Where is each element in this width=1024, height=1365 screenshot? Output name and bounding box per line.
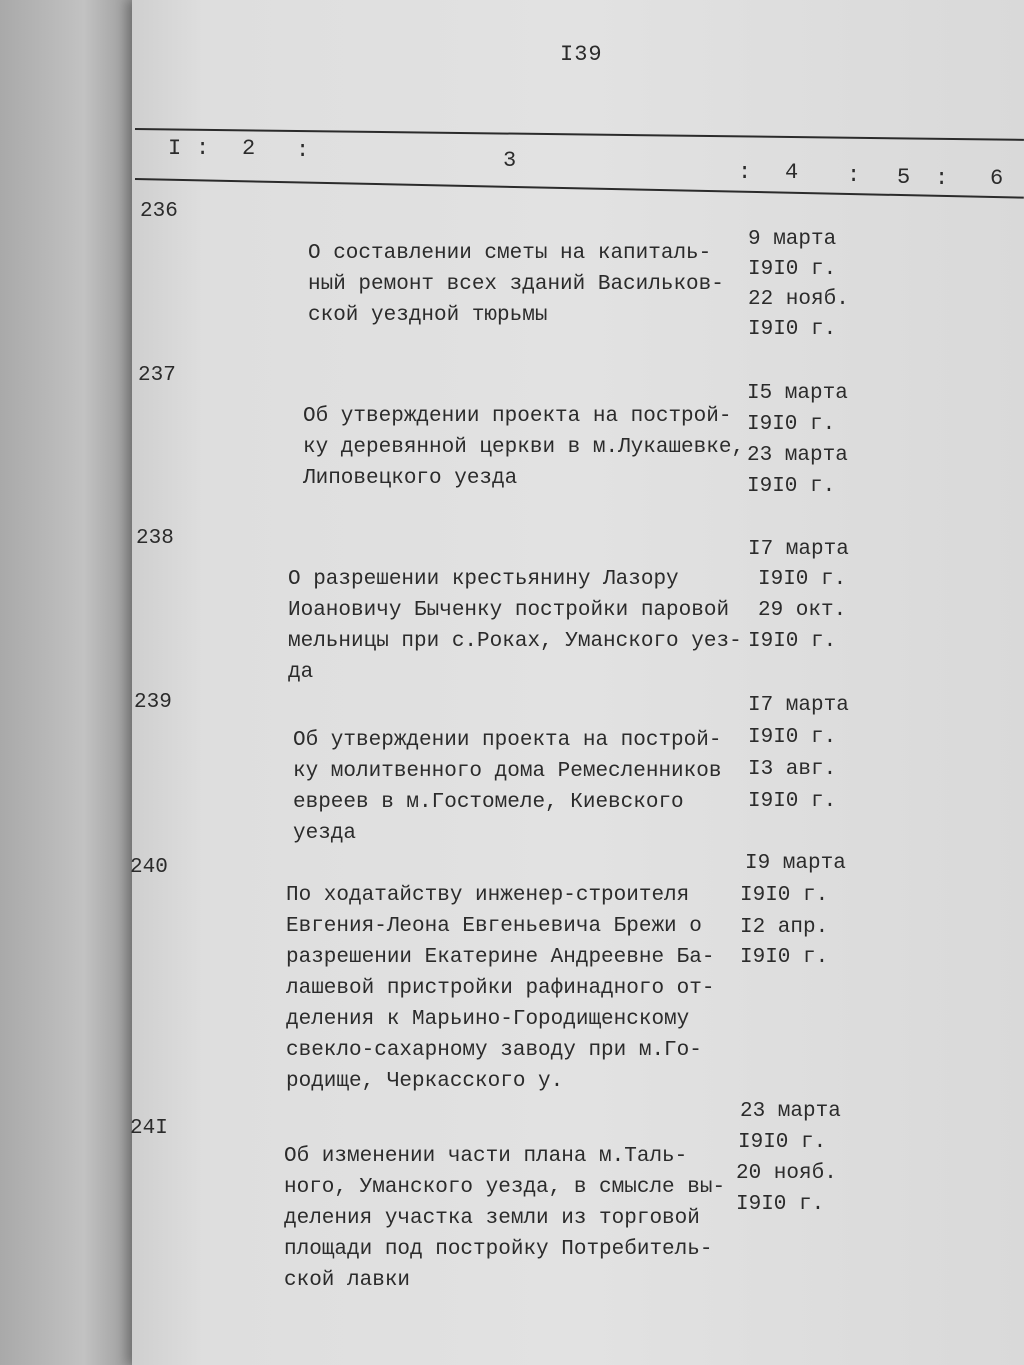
description-line: родище, Черкасского у.: [286, 1070, 564, 1093]
entry-end-year: I9I0 г.: [736, 1193, 825, 1216]
description-line: разрешении Екатерине Андреевне Ба-: [286, 946, 715, 969]
entry-end-year: I9I0 г.: [748, 318, 837, 341]
entry-start-year: I9I0 г.: [758, 568, 847, 591]
entry-end-date: 23 марта: [747, 444, 848, 467]
entry-description: [308, 207, 724, 331]
description-line: Об утверждении проекта на построй-: [303, 405, 732, 428]
column-header-4: 4: [785, 160, 799, 185]
entry-start-year: I9I0 г.: [748, 258, 837, 281]
book-spine-shadow: [0, 0, 140, 1365]
description-line: ку деревянной церкви в м.Лукашевке,: [303, 436, 745, 459]
entry-end-year: I9I0 г.: [747, 475, 836, 498]
entry-end-date: 20 нояб.: [736, 1162, 837, 1185]
entry-description: [303, 370, 744, 494]
column-header-2: 2: [242, 136, 256, 161]
entry-number: 238: [136, 527, 174, 550]
description-line: ской уездной тюрьмы: [308, 304, 548, 327]
description-line: ской лавки: [284, 1269, 411, 1292]
entry-number: 239: [134, 691, 172, 714]
entry-start-year: I9I0 г.: [748, 726, 837, 749]
description-line: ный ремонт всех зданий Васильков-: [308, 273, 724, 296]
entry-start-year: I9I0 г.: [740, 884, 829, 907]
description-line: Об утверждении проекта на построй-: [293, 729, 722, 752]
column-separator: :: [847, 163, 861, 188]
entry-number: 240: [130, 856, 168, 879]
description-line: уезда: [293, 822, 357, 845]
entry-start-date: 23 марта: [740, 1100, 841, 1123]
entry-end-date: I2 апр.: [740, 916, 829, 939]
description-line: деления к Марьино-Городищенскому: [286, 1008, 690, 1031]
column-separator: :: [738, 160, 752, 185]
entry-end-year: I9I0 г.: [748, 630, 837, 653]
entry-number: 24I: [130, 1117, 168, 1140]
entry-end-date: 22 нояб.: [748, 288, 849, 311]
description-line: О составлении сметы на капиталь-: [308, 242, 712, 265]
column-header-1: I: [168, 136, 182, 161]
column-separator: :: [296, 138, 310, 163]
description-line: ного, Уманского уезда, в смысле вы-: [284, 1176, 726, 1199]
entry-description: [286, 849, 714, 1097]
description-line: евреев в м.Гостомеле, Киевского: [293, 791, 684, 814]
entry-start-date: 9 марта: [748, 228, 837, 251]
description-line: деления участка земли из торговой: [284, 1207, 700, 1230]
entry-end-year: I9I0 г.: [748, 790, 837, 813]
entry-start-date: I9 марта: [745, 852, 846, 875]
description-line: Иоановичу Быченку постройки паровой: [288, 599, 730, 622]
entry-description: [284, 1110, 725, 1296]
description-line: мельницы при с.Роках, Уманского уез-: [288, 630, 742, 653]
description-line: Об изменении части плана м.Таль-: [284, 1145, 688, 1168]
entry-end-date: 29 окт.: [758, 599, 847, 622]
description-line: лашевой пристройки рафинадного от-: [286, 977, 715, 1000]
entry-start-year: I9I0 г.: [747, 413, 836, 436]
entry-start-year: I9I0 г.: [738, 1131, 827, 1154]
page-number: I39: [560, 42, 603, 67]
entry-end-year: I9I0 г.: [740, 946, 829, 969]
entry-start-date: I7 марта: [748, 694, 849, 717]
description-line: свекло-сахарному заводу при м.Го-: [286, 1039, 702, 1062]
description-line: ку молитвенного дома Ремесленников: [293, 760, 722, 783]
column-header-3: 3: [503, 148, 517, 173]
description-line: да: [288, 661, 314, 684]
column-separator: :: [196, 136, 210, 161]
entry-description: [293, 694, 721, 849]
description-line: Липовецкого уезда: [303, 467, 518, 490]
entry-start-date: I5 марта: [747, 382, 848, 405]
entry-description: [288, 533, 742, 688]
entry-start-date: I7 марта: [748, 538, 849, 561]
description-line: По ходатайству инженер-строителя: [286, 884, 690, 907]
entry-end-date: I3 авг.: [748, 758, 837, 781]
column-header-6: 6: [990, 166, 1004, 191]
description-line: площади под постройку Потребитель-: [284, 1238, 713, 1261]
description-line: Евгения-Леона Евгеньевича Брежи о: [286, 915, 702, 938]
entry-number: 237: [138, 364, 176, 387]
column-separator: :: [935, 166, 949, 191]
entry-number: 236: [140, 200, 178, 223]
column-header-5: 5: [897, 165, 911, 190]
description-line: О разрешении крестьянину Лазору: [288, 568, 679, 591]
